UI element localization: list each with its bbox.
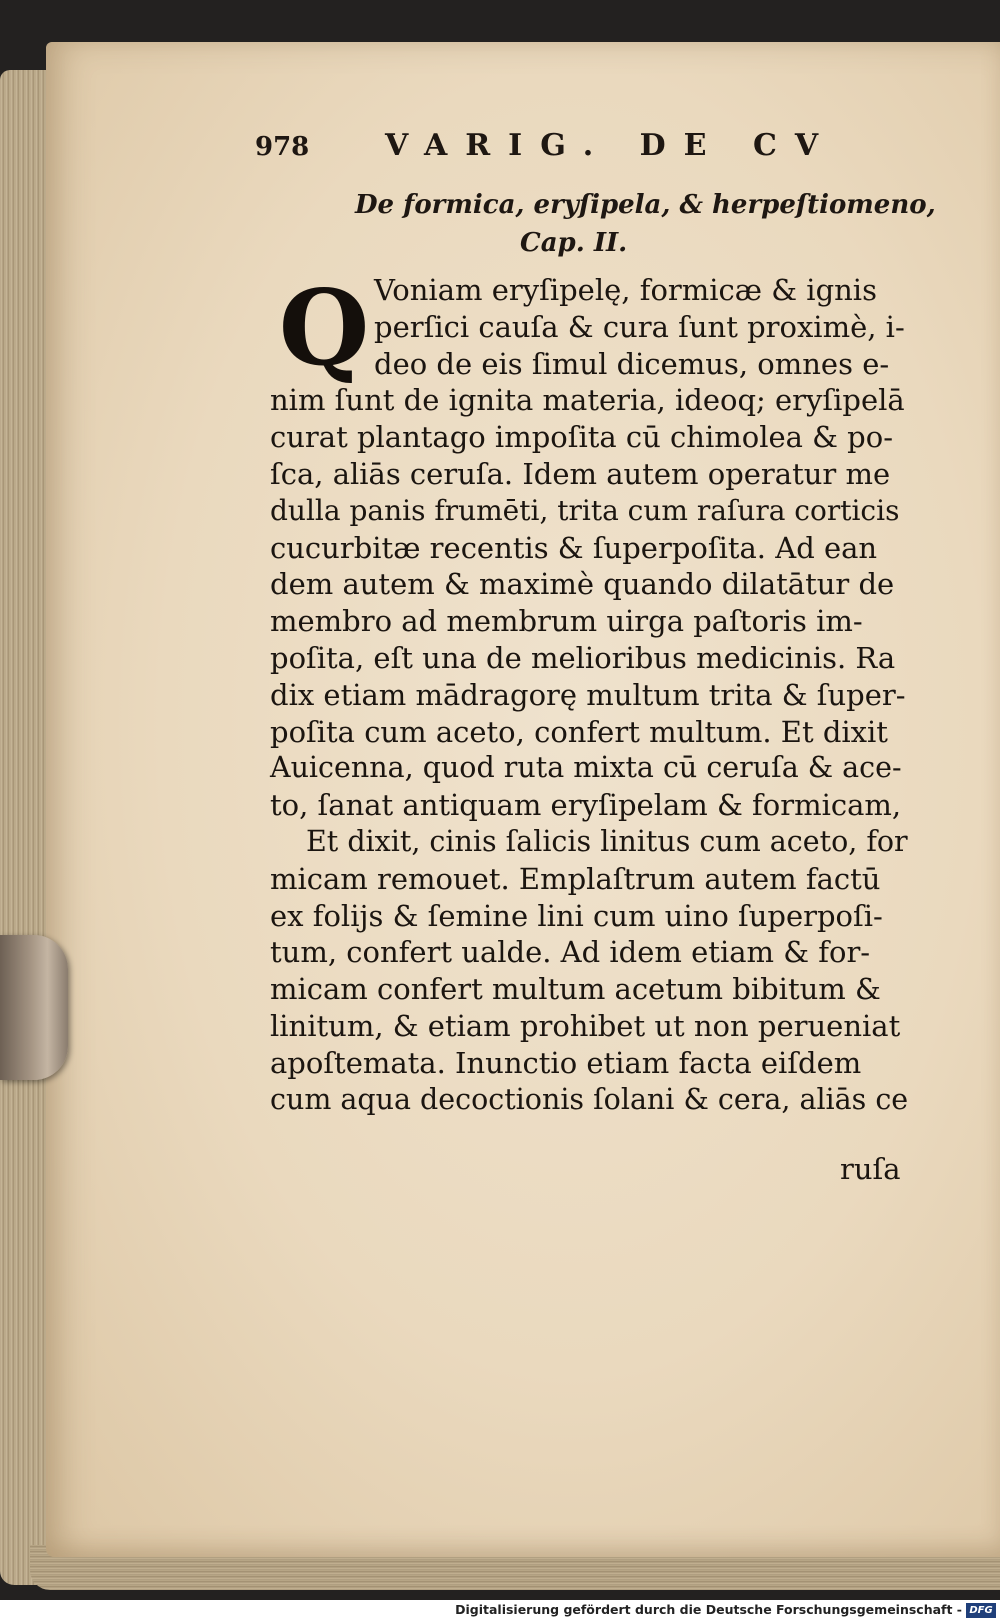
footer-credit: Digitalisierung gefördert durch die Deutsche Forschungsgemeinschaft - [455, 1602, 962, 1617]
running-head-title: VARIG. DE CV [385, 128, 837, 163]
text-line: dem autem & maximè quando dilatātur de [270, 567, 895, 602]
text-line: micam remouet. Emplaſtrum autem factū [270, 861, 881, 896]
text-line: nim ſunt de ignita materia, ideoq; eryſipelā [270, 383, 905, 418]
text-line: curat plantago impoſita cū chimolea & po- [270, 420, 893, 455]
footer-bar [0, 1600, 1000, 1621]
text-line: Auicenna, quod ruta mixta cū ceruſa & ace- [270, 751, 902, 785]
body-text [270, 266, 920, 1118]
text-line: perſici cauſa & cura ſunt proximè, i- [374, 309, 905, 344]
text-line: poſita, eſt una de melioribus medicinis. Ra [270, 640, 896, 675]
text-line: cum aqua decoctionis ſolani & cera, aliās ce [270, 1082, 909, 1116]
chapter-title: De formica, eryſipela, & herpeſtiomeno, [355, 190, 936, 220]
dfg-logo: DFG [966, 1603, 996, 1618]
text-line: deo de eis ſimul dicemus, omnes e- [374, 346, 890, 381]
text-line: poſita cum aceto, confert multum. Et dixit [270, 714, 888, 749]
text-line: dix etiam mādragorę multum trita & ſuper- [270, 677, 906, 712]
chapter-number: Cap. II. [520, 228, 628, 258]
text-line: micam confert multum acetum bibitum & [270, 972, 881, 1007]
text-line: membro ad membrum uirga paſtoris im- [270, 604, 863, 639]
text-line: dulla panis frumēti, trita cum raſura corticis [270, 493, 900, 527]
text-line: to, ſanat antiquam eryſipelam & formicam, [270, 788, 902, 823]
text-line: cucurbitæ recentis & ſuperpoſita. Ad ean [270, 530, 878, 565]
text-line: Voniam eryſipelę, formicæ & ignis [374, 273, 877, 307]
page-clip [0, 935, 68, 1080]
text-line: linitum, & etiam prohibet ut non perueniat [270, 1008, 901, 1043]
text-line: apoſtemata. Inunctio etiam facta eiſdem [270, 1045, 862, 1080]
text-line: ſca, aliās ceruſa. Idem autem operatur me [270, 456, 891, 491]
page-number: 978 [255, 132, 310, 162]
drop-cap-initial: Q [278, 266, 370, 389]
catchword: ruſa [840, 1152, 901, 1186]
text-line: Et dixit, cinis ſalicis linitus cum aceto, for [306, 824, 908, 858]
text-line: ex folijs & ſemine lini cum uino ſuperpoſi- [270, 898, 883, 933]
running-head [255, 128, 875, 168]
text-line: tum, confert ualde. Ad idem etiam & for- [270, 935, 871, 970]
